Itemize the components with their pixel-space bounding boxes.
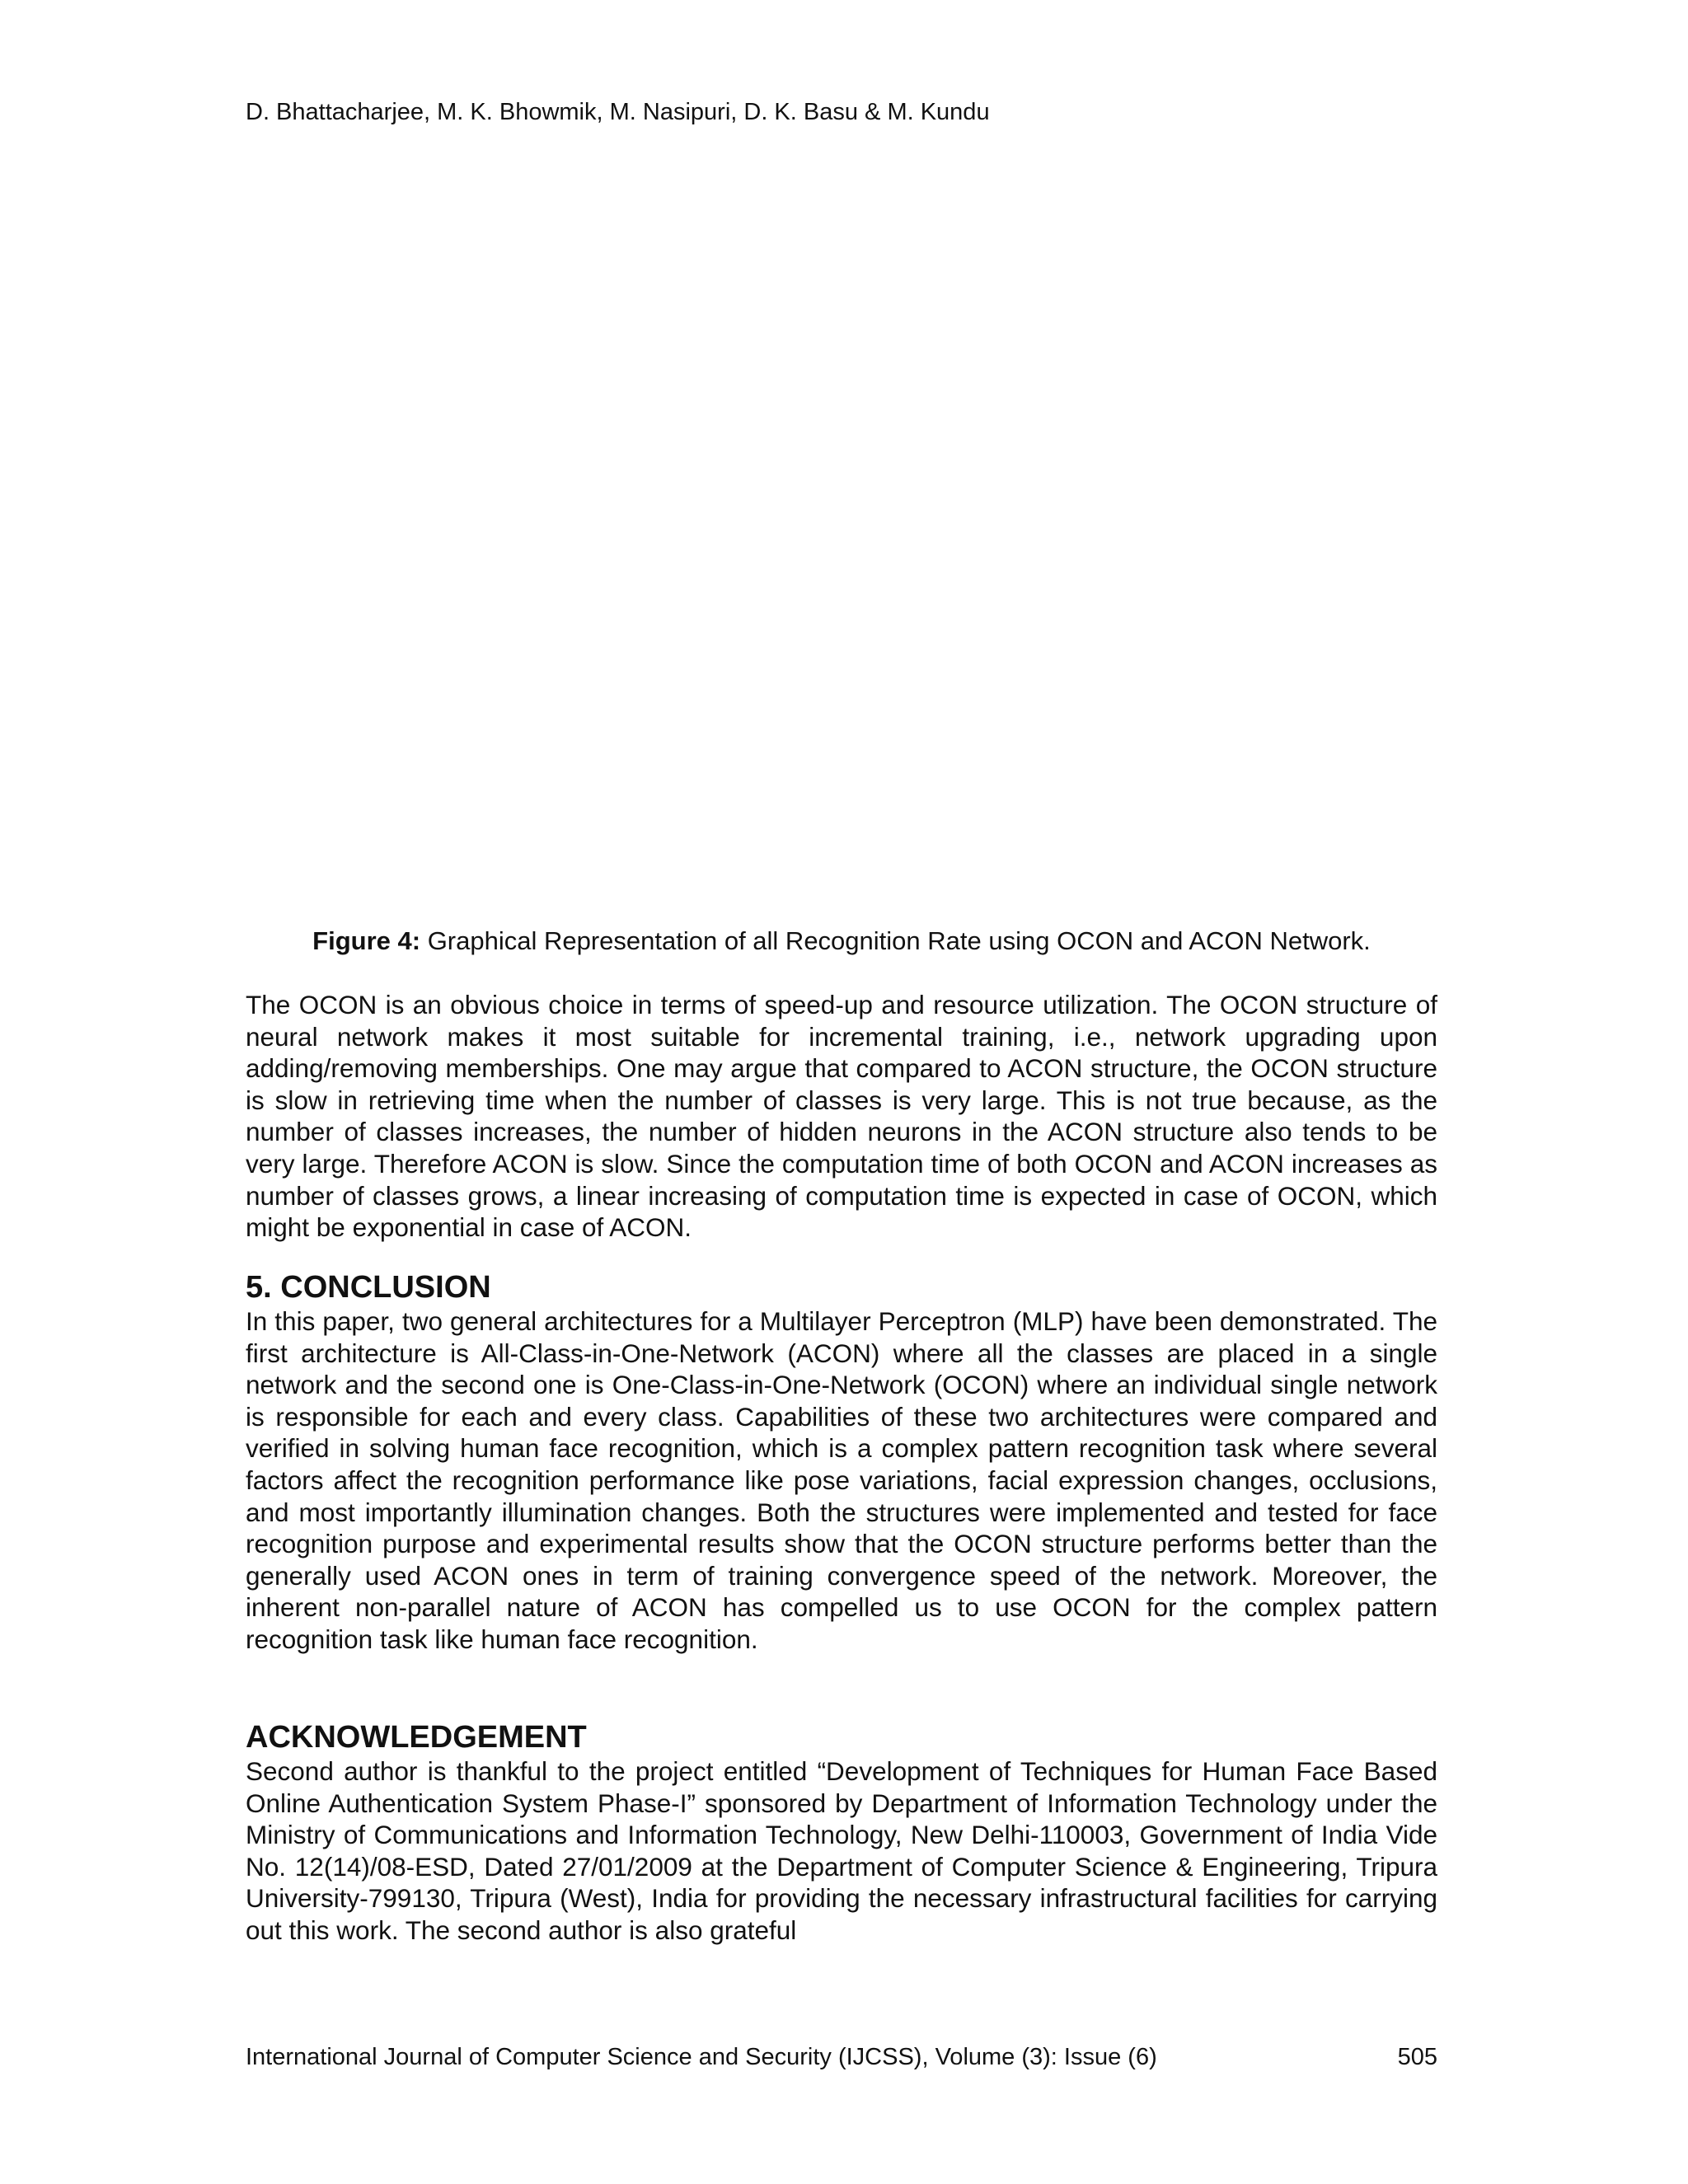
figure-caption-label: Figure 4: [312, 926, 421, 955]
body-paragraph-ocon: The OCON is an obvious choice in terms of speed-up and resource utilization. The OCON structure of neural network makes it most suitable for incremental training, i.e., network upgrading upon adding/removing memberships. One may argue that compared to ACON structure, the OCON structure is slow in retrieving time when the number of classes is very large. This is not true because, as the number of classes increases, the number of hidden neurons in the ACON structure also tends to be very large. Therefore ACON is slow. Since the computation time of both OCON and ACON increases as number of classes grows, a linear increasing of computation time is expected in case of OCON, which might be exponential in case of ACON. [246, 990, 1437, 1243]
acknowledgement-paragraph: Second author is thankful to the project entitled “Development of Techniques for Human Face Based Online Authentication System Phase-I” sponsored by Department of Information Technology under the Ministry of Communications and Information Technology, New Delhi-110003, Government of India Vide No. 12(14)/08-ESD, Dated 27/01/2009 at the Department of Computer Science & Engineering, Tripura University-799130, Tripura (West), India for providing the necessary infrastructural facilities for carrying out this work. The second author is also grateful [246, 1756, 1437, 1945]
footer-journal-name: International Journal of Computer Science and Security (IJCSS), Volume (3): Issue (6) [246, 2044, 1157, 2070]
figure-4-placeholder [246, 148, 1437, 907]
conclusion-paragraph: In this paper, two general architectures for a Multilayer Perceptron (MLP) have been demonstrated. The first architecture is All-Class-in-One-Network (ACON) where all the classes are placed in a single network and the second one is One-Class-in-One-Network (OCON) where an individual single network is responsible for each and every class. Capabilities of these two architectures were compared and verified in solving human face recognition, which is a complex pattern recognition task where several factors affect the recognition performance like pose variations, facial expression changes, occlusions, and most importantly illumination changes. Both the structures were implemented and tested for face recognition purpose and experimental results show that the OCON structure performs better than the generally used ACON ones in term of training convergence speed of the network. Moreover, the inherent non-parallel nature of ACON has compelled us to use OCON for the complex pattern recognition task like human face recognition. [246, 1306, 1437, 1654]
footer-page-number: 505 [1397, 2044, 1437, 2070]
figure-caption [246, 925, 1437, 958]
figure-caption-text: Graphical Representation of all Recognition Rate using OCON and ACON Network. [420, 926, 1371, 955]
section-heading-acknowledgement: ACKNOWLEDGEMENT [246, 1720, 587, 1755]
section-heading-conclusion: 5. CONCLUSION [246, 1270, 491, 1305]
running-header-authors: D. Bhattacharjee, M. K. Bhowmik, M. Nasipuri, D. K. Basu & M. Kundu [246, 99, 990, 125]
